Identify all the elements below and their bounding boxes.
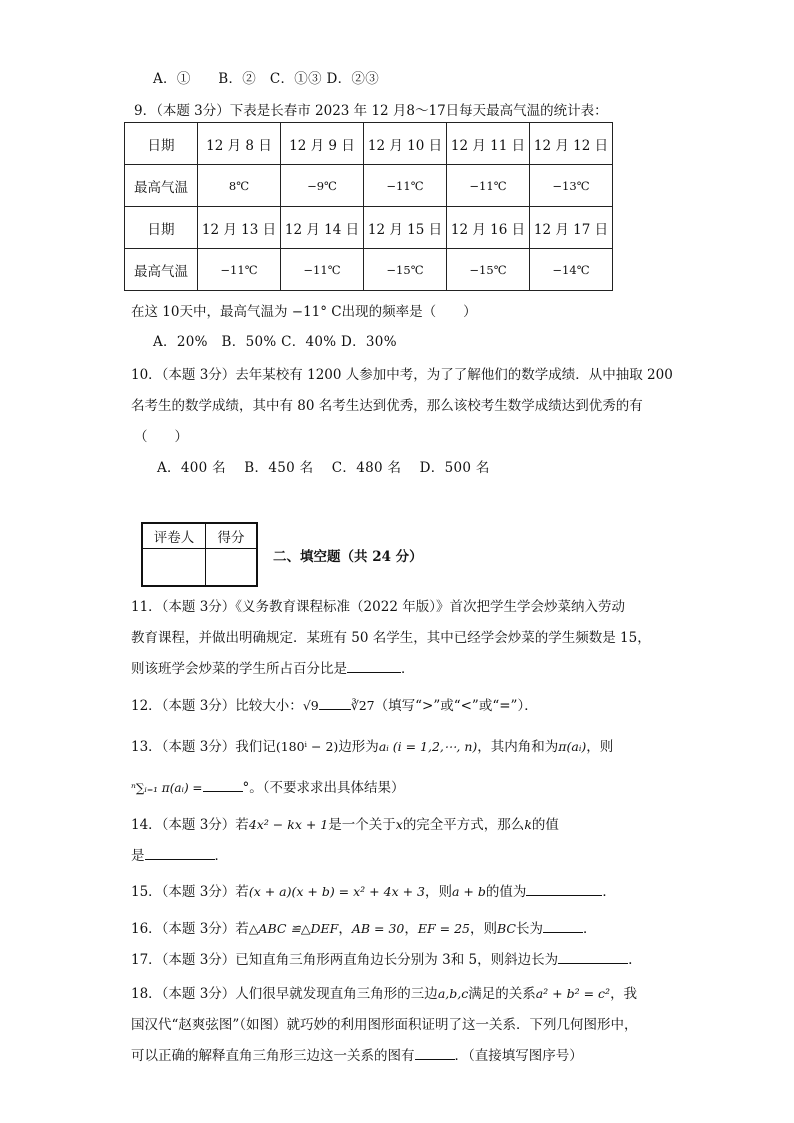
table-cell: −15℃ [364, 249, 447, 291]
answer-blank[interactable] [526, 883, 602, 896]
table-cell: 12 月 11 日 [447, 123, 530, 165]
section-title: 二、填空题（共 24 分） [273, 549, 423, 565]
table-row [125, 123, 613, 165]
q16-expr2: AB = 30 [351, 921, 405, 936]
grader-table [141, 522, 258, 587]
answer-blank[interactable] [203, 779, 243, 792]
q13-line1 [131, 735, 613, 755]
q13-expr2: aᵢ (i = 1,2,⋯, n) [378, 739, 478, 754]
q13-text: 13．（本题 3分）我们记 [131, 739, 276, 755]
q14-var-x: x [395, 817, 403, 832]
q10-options: A．400 名 B．450 名 C．480 名 D．500 名 [157, 460, 490, 476]
q10-line1: 10．（本题 3分）去年某校有 1200 人参加中考，为了了解他们的数学成绩．从中抽取 200 [131, 367, 673, 383]
q13-text3: ，其内角和为 [477, 739, 559, 755]
q12 [131, 694, 538, 714]
q9-stem: 9．（本题 3分）下表是长春市 2023 年 12 月8～17日每天最高气温的统计表： [134, 103, 608, 119]
q16-text3: ， [404, 921, 418, 937]
q14-line1 [131, 813, 559, 833]
table-row [125, 249, 613, 291]
q18-text3: ，我 [610, 986, 638, 1002]
q18-text2: 满足的关系 [468, 986, 536, 1002]
score-field[interactable] [206, 549, 258, 587]
table-cell: 12 月 17 日 [530, 207, 613, 249]
temperature-table [124, 122, 613, 291]
answer-blank[interactable] [543, 920, 583, 933]
q17 [131, 948, 632, 968]
q12-text: 12．（本题 3分）比较大小： [131, 698, 303, 714]
table-cell: −11℃ [198, 249, 281, 291]
q14-end: ． [214, 848, 228, 864]
q13-end: °。（不要求求出具体结果） [242, 780, 405, 796]
q17-text: 17．（本题 3分）已知直角三角形两直角边长分别为 3和 5，则斜边长为 [131, 952, 559, 968]
q16-text4: ，则 [470, 921, 497, 937]
q14-expr: 4x² − kx + 1 [248, 817, 329, 832]
q11-end: ． [401, 661, 415, 677]
q15-expr2: a + b [452, 884, 486, 899]
table-row [125, 165, 613, 207]
q12-expr-b: ∛27 [350, 698, 375, 713]
q15-expr: (x + a)(x + b) = x² + 4x + 3 [248, 884, 425, 899]
table-cell: −14℃ [530, 249, 613, 291]
q18-text4: 可以正确的解释直角三角形三边这一关系的图有 [131, 1048, 415, 1064]
q12-end: （填写“>”或“<”或“=”）． [374, 698, 538, 714]
q16-expr4: BC [497, 921, 516, 936]
q13-text4: ，则 [586, 739, 614, 755]
q13-expr3: π(aᵢ) [558, 739, 587, 754]
table-cell: −15℃ [447, 249, 530, 291]
table-cell: 12 月 15 日 [364, 207, 447, 249]
table-cell: −11℃ [447, 165, 530, 207]
table-cell: 12 月 12 日 [530, 123, 613, 165]
table-cell: −11℃ [281, 249, 364, 291]
q14-text4: 的值 [531, 817, 559, 833]
q18-line2: 国汉代“赵爽弦图”（如图）就巧妙的利用图形面积证明了这一关系．下列几何图形中， [131, 1017, 638, 1033]
table-cell: 12 月 9 日 [281, 123, 364, 165]
table-cell: 12 月 10 日 [364, 123, 447, 165]
table-cell: 12 月 8 日 [198, 123, 281, 165]
q11-text: 则该班学会炒菜的学生所占百分比是 [131, 661, 347, 677]
q12-expr-a: √9 [302, 698, 319, 713]
q13-expr1: (180ⁱ − 2) [275, 739, 339, 754]
table-cell: 日期 [125, 123, 198, 165]
table-cell: −9℃ [281, 165, 364, 207]
table-cell: 最高气温 [125, 249, 198, 291]
table-row [125, 207, 613, 249]
q17-end: . [628, 952, 633, 968]
table-row [142, 549, 257, 587]
q18-end: ．（直接填写图序号） [454, 1048, 583, 1064]
table-cell: 12 月 13 日 [198, 207, 281, 249]
q11-line2: 教育课程，并做出明确规定．某班有 50 名学生，其中已经学会炒菜的学生频数是 15， [131, 630, 651, 646]
q9-options: A．20% B．50% C．40% D．30% [153, 334, 397, 350]
q16-text5: 长为 [515, 921, 543, 937]
grader-label: 评卷人 [142, 523, 206, 549]
q15-text3: 的值为 [485, 884, 527, 900]
q14-line2 [131, 844, 228, 864]
grader-field[interactable] [142, 549, 206, 587]
q15-text: 15．（本题 3分）若 [131, 884, 249, 900]
q8-options: A．① B．② C．①③ D．②③ [153, 71, 380, 87]
q16-expr: △ABC ≌△DEF [248, 921, 339, 936]
q14-text3: 的完全平方式，那么 [402, 817, 525, 833]
sum-expression: ⁿ∑ᵢ₌₁ π(aᵢ) = [131, 781, 203, 795]
q18-line1 [131, 982, 637, 1002]
q16 [131, 917, 596, 937]
q14-text: 14．（本题 3分）若 [131, 817, 249, 833]
q16-text2: ， [338, 921, 352, 937]
table-cell: −11℃ [364, 165, 447, 207]
answer-blank[interactable] [347, 660, 401, 673]
q18-line3 [131, 1044, 583, 1064]
score-label: 得分 [206, 523, 258, 549]
q9-question: 在这 10天中，最高气温为 −11° C出现的频率是（ ） [131, 304, 477, 320]
answer-blank[interactable] [145, 847, 215, 860]
q13-text2: 边形为 [338, 739, 379, 755]
q18-text: 18．（本题 3分）人们很早就发现直角三角形的三边 [131, 986, 438, 1002]
table-cell: 12 月 16 日 [447, 207, 530, 249]
q16-end: ． [582, 921, 597, 937]
q11-line1: 11．（本题 3分）《义务教育课程标准（2022 年版）》首次把学生学会炒菜纳入劳动 [131, 599, 625, 615]
q10-line2: 名考生的数学成绩，其中有 80 名考生达到优秀，那么该校考生数学成绩达到优秀的有 [131, 398, 643, 414]
q16-expr3: EF = 25 [417, 921, 470, 936]
answer-blank[interactable] [558, 951, 628, 964]
table-row [142, 523, 257, 549]
table-cell: 日期 [125, 207, 198, 249]
q14-text2: 是一个关于 [328, 817, 396, 833]
table-cell: 12 月 14 日 [281, 207, 364, 249]
q15-end: ． [602, 884, 616, 900]
q14-var-k: k [524, 817, 532, 832]
answer-blank[interactable] [319, 697, 351, 710]
q14-text5: 是 [131, 848, 145, 864]
q13-line2 [131, 776, 405, 796]
table-cell: −13℃ [530, 165, 613, 207]
q10-line3: （ ） [134, 429, 188, 445]
q18-expr2: a² + b² = c² [535, 986, 611, 1001]
q11-line3 [131, 657, 415, 677]
table-cell: 最高气温 [125, 165, 198, 207]
q18-expr: a,b,c [437, 986, 469, 1001]
q15-text2: ，则 [425, 884, 452, 900]
q16-text: 16．（本题 3分）若 [131, 921, 249, 937]
q15 [131, 880, 616, 900]
answer-blank[interactable] [415, 1047, 455, 1060]
table-cell: 8℃ [198, 165, 281, 207]
